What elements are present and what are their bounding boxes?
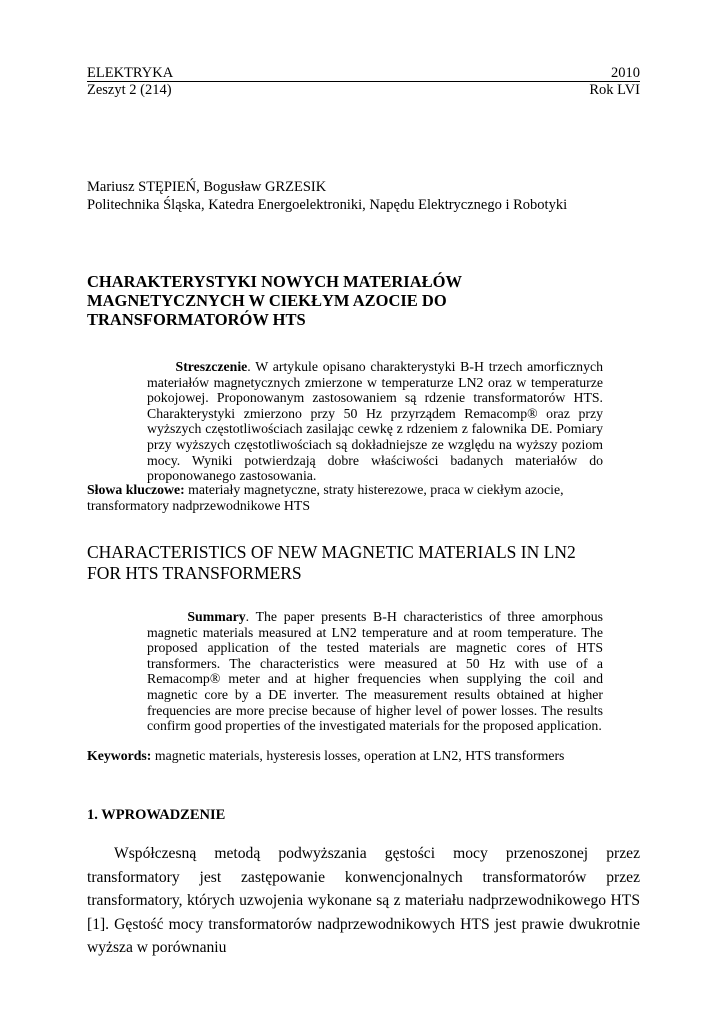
author-names: Mariusz STĘPIEŃ, Bogusław GRZESIK: [87, 179, 327, 195]
journal-name: ELEKTRYKA: [87, 65, 174, 81]
abstract-english: [147, 609, 603, 734]
abstract-polish-text: . W artykule opisano charakterystyki B-H trzech amorficznych materiałów magnetycznych zmierzone w temperaturze LN2 oraz w temperaturze pokojowej. Proponowanym zastosowaniem są rdzenie transformatorów HTS. Charakterystyki zmierzono przy 50 Hz przyrządem Remacomp® oraz przy wyższych częstotliwościach zasilając cewkę z rdzeniem z falownika DE. Pomiary przy wyższych częstotliwościach są dokładniejsze ze względu na wyższy poziom mocy. Wyniki potwierdzają dobre właściwości badanych materiałów do proponowanego zastosowania.: [147, 359, 603, 484]
title-polish-line-1: CHARAKTERYSTYKI NOWYCH MATERIAŁÓW: [87, 272, 462, 291]
title-english-line-1: CHARACTERISTICS OF NEW MAGNETIC MATERIALS IN LN2: [87, 542, 576, 562]
volume-number: Rok LVI: [589, 82, 640, 98]
abstract-polish: [147, 359, 603, 484]
keywords-polish-text: materiały magnetyczne, straty histerezowe, praca w ciekłym azocie, transformatory nadprzewodnikowe HTS: [87, 482, 564, 513]
author-block: [87, 178, 567, 214]
abstract-polish-label: Streszczenie: [175, 359, 248, 374]
running-header: [87, 65, 640, 82]
title-english: [87, 542, 640, 584]
journal-year: 2010: [611, 65, 640, 81]
issue-number: Zeszyt 2 (214): [87, 82, 172, 98]
abstract-english-label: Summary: [187, 609, 246, 624]
title-english-line-2: FOR HTS TRANSFORMERS: [87, 563, 302, 583]
title-polish-line-2: MAGNETYCZNYCH W CIEKŁYM AZOCIE DO: [87, 291, 447, 310]
abstract-english-text: . The paper presents B-H characteristics of three amorphous magnetic materials measured at LN2 temperature and at room temperature. The proposed application of the tested materials are magnetic cores of HTS transformers. The characteristics were measured at 50 Hz with use of a Remacomp® meter and at higher frequencies when supplying the coil and magnetic core by a DE inverter. The measurement results obtained at higher frequencies are more precise because of higher level of power losses. The results confirm good properties of the investigated materials for the proposed application.: [147, 609, 603, 734]
section-heading: 1. WPROWADZENIE: [87, 807, 226, 823]
title-polish: [87, 272, 640, 329]
keywords-english: [87, 748, 640, 764]
issue-header: [87, 82, 640, 99]
keywords-english-label: Keywords:: [87, 748, 152, 763]
body-paragraph: Współczesną metodą podwyższania gęstości mocy przenoszonej przez transformatory jest zastępowanie konwencjonalnych transformatorów przez transformatory, których uzwojenia wykonane są z materiału nadprzewodnikowego HTS [1]. Gęstość mocy transformatorów nadprzewodnikowych HTS jest prawie dwukrotnie wyższa w porównaniu: [87, 845, 640, 957]
keywords-polish-label: Słowa kluczowe:: [87, 482, 185, 497]
title-polish-line-3: TRANSFORMATORÓW HTS: [87, 310, 306, 329]
author-affiliation: Politechnika Śląska, Katedra Energoelektroniki, Napędu Elektrycznego i Robotyki: [87, 197, 568, 213]
keywords-polish: [87, 482, 640, 513]
keywords-english-text: magnetic materials, hysteresis losses, operation at LN2, HTS transformers: [151, 748, 565, 763]
